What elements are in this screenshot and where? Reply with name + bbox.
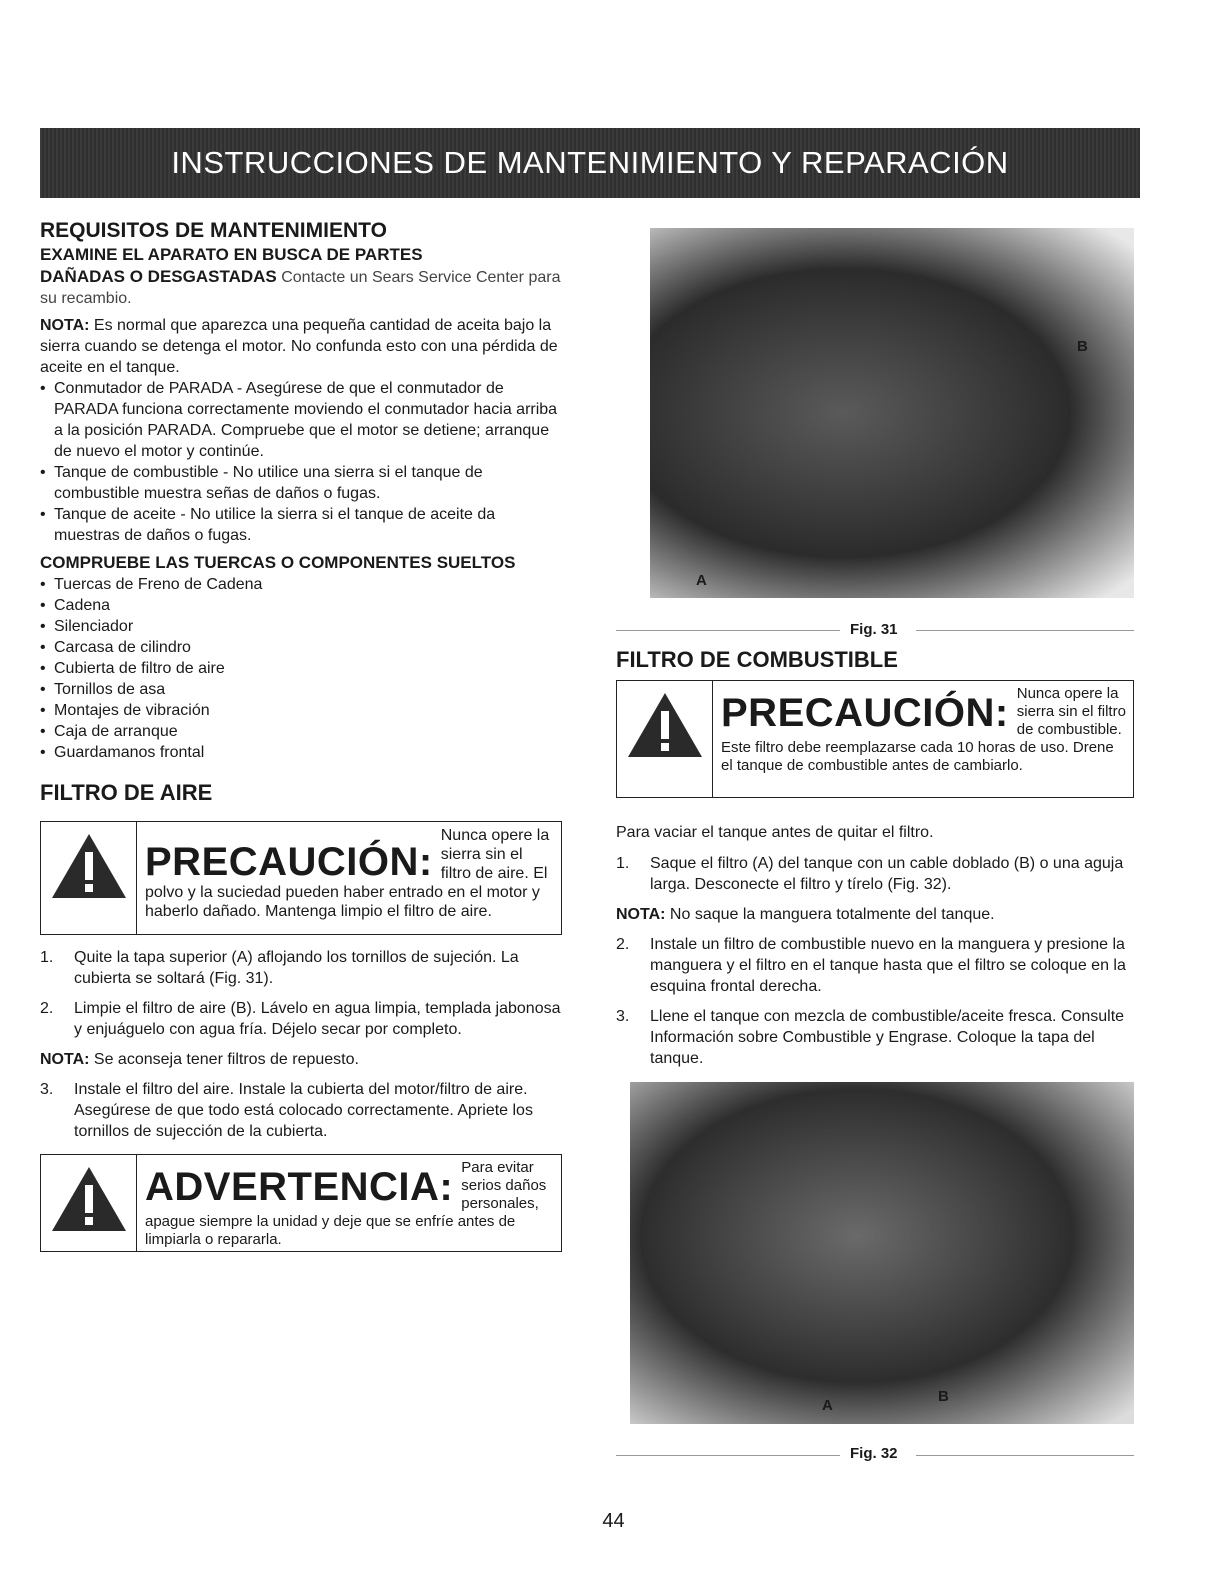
inspection-list (40, 378, 562, 546)
list-item (616, 934, 1134, 997)
fig31-label-b: B (1077, 338, 1088, 355)
list-item (616, 853, 1134, 895)
page-number: 44 (602, 1510, 625, 1532)
nota-label-3: NOTA: (616, 906, 666, 923)
list-item: • Cadena (40, 595, 562, 616)
step-text: Instale un filtro de combustible nuevo en la manguera y presione la manguera y el filtro en el tanque hasta que el filtro se coloque en la esquina frontal derecha. (650, 936, 1126, 995)
list-item: • Montajes de vibración (40, 700, 562, 721)
step-number: 1. (40, 949, 54, 966)
list-item (616, 1006, 1134, 1069)
step-number: 3. (40, 1081, 54, 1098)
examine-paragraph (40, 266, 562, 309)
fig32-label-a: A (822, 1397, 833, 1414)
fig31-caption: Fig. 31 (850, 621, 898, 638)
caution-icon-cell (617, 681, 713, 797)
examine-lead: DAÑADAS O DESGASTADAS (40, 267, 277, 286)
step-text: Quite la tapa superior (A) aflojando los tornillos de sujeción. La cubierta se soltará (Fig. 31). (74, 949, 519, 987)
step-text: Llene el tanque con mezcla de combustible/aceite fresca. Consulte Información sobre Combustible y Engrase. Coloque la tapa del tanque. (650, 1008, 1125, 1067)
fig31-rule-right (916, 630, 1134, 631)
nota-paragraph-2 (40, 1049, 562, 1070)
heading-filtro-combustible: FILTRO DE COMBUSTIBLE (616, 647, 898, 672)
step-number: 3. (616, 1008, 630, 1025)
fuel-filter-steps-2 (616, 934, 1134, 1069)
nota-label-2: NOTA: (40, 1051, 90, 1068)
list-item: • Guardamanos frontal (40, 742, 562, 763)
fig32-rule-left (616, 1455, 840, 1456)
fig32-rule-right (916, 1455, 1134, 1456)
fuel-filter-steps (616, 853, 1134, 895)
list-item: • Tanque de aceite - No utilice la sierra si el tanque de aceite da muestras de daños o fugas. (40, 504, 562, 546)
caution-title: PRECAUCIÓN: (145, 840, 433, 884)
warning-text: Para evitar serios daños personales, apague siempre la unidad y deje que se enfríe antes de limpiarla o repararla. (145, 1159, 547, 1248)
heading-filtro-aire: FILTRO DE AIRE (40, 780, 213, 805)
fig31-photo (650, 228, 1134, 598)
list-item: • Tornillos de asa (40, 679, 562, 700)
step-number: 2. (616, 936, 630, 953)
warning-text-cell (137, 1155, 561, 1251)
step-number: 1. (616, 855, 630, 872)
caution-text-cell (137, 822, 561, 934)
warning-icon-cell (41, 1155, 137, 1251)
step-number: 2. (40, 1000, 54, 1017)
step-text: Instale el filtro del aire. Instale la cubierta del motor/filtro de aire. Asegúrese de que todo está colocado correctamente. Apriete los tornillos de sujección de la cubierta. (74, 1081, 533, 1140)
fig31-rule-left (616, 630, 840, 631)
fig31-label-a: A (696, 572, 707, 589)
components-list (40, 574, 562, 763)
list-item (40, 998, 562, 1040)
list-item: • Tanque de combustible - No utilice una sierra si el tanque de combustible muestra señas de daños o fugas. (40, 462, 562, 504)
heading-compruebe: COMPRUEBE LAS TUERCAS O COMPONENTES SUELTOS (40, 553, 516, 572)
warning-box (40, 1154, 562, 1252)
examine-text: Contacte un Sears Service Center para su recambio. (40, 269, 561, 307)
warning-title: ADVERTENCIA: (145, 1165, 454, 1209)
fig32-caption: Fig. 32 (850, 1445, 898, 1462)
list-item (40, 1079, 562, 1142)
section-banner (40, 128, 1140, 198)
list-item: • Conmutador de PARADA - Asegúrese de que el conmutador de PARADA funciona correctamente moviendo el conmutador hacia arriba a la posición PARADA. Compruebe que el motor se detiene; arranque de nuevo el motor y continúe. (40, 378, 562, 462)
warning-triangle-icon (50, 1165, 128, 1233)
fig32-label-b: B (938, 1388, 949, 1405)
list-item: • Caja de arranque (40, 721, 562, 742)
nota-text-2: Se aconseja tener filtros de repuesto. (89, 1051, 359, 1068)
list-item: • Tuercas de Freno de Cadena (40, 574, 562, 595)
caution-box-fuel-filter (616, 680, 1134, 798)
air-filter-steps-2 (40, 1079, 562, 1142)
warning-triangle-icon (50, 832, 128, 900)
step-text: Saque el filtro (A) del tanque con un cable doblado (B) o una aguja larga. Desconecte el filtro y tírelo (Fig. 32). (650, 855, 1124, 893)
fig32-photo (630, 1082, 1134, 1424)
heading-examine: EXAMINE EL APARATO EN BUSCA DE PARTES (40, 245, 423, 264)
fuel-intro: Para vaciar el tanque antes de quitar el filtro. (616, 824, 934, 841)
air-filter-steps (40, 947, 562, 1040)
step-text: Limpie el filtro de aire (B). Lávelo en agua limpia, templada jabonosa y enjuáguelo con agua fría. Déjelo secar por completo. (74, 1000, 561, 1038)
caution-icon-cell (41, 822, 137, 934)
nota-paragraph-1 (40, 315, 562, 378)
caution-box-air-filter (40, 821, 562, 935)
list-item: • Silenciador (40, 616, 562, 637)
caution-text: Nunca opere la sierra sin el filtro de combustible. Este filtro debe reemplazarse cada 10 horas de uso. Drene el tanque de combustible antes de cambiarlo. (721, 685, 1126, 774)
nota-paragraph-3 (616, 904, 1134, 925)
nota-text-1: Es normal que aparezca una pequeña cantidad de aceita bajo la sierra cuando se detenga el motor. No confunda esto con una pérdida de aceite en el tanque. (40, 317, 558, 376)
section-title: INSTRUCCIONES DE MANTENIMIENTO Y REPARACIÓN (171, 145, 1009, 180)
nota-label-1: NOTA: (40, 317, 90, 334)
warning-triangle-icon (626, 691, 704, 759)
caution-text-cell (713, 681, 1133, 797)
heading-requisitos: REQUISITOS DE MANTENIMIENTO (40, 219, 387, 242)
list-item: • Carcasa de cilindro (40, 637, 562, 658)
caution-text: Nunca opere la sierra sin el filtro de aire. El polvo y la suciedad pueden haber entrado en el motor y haberlo dañado. Mantenga limpio el filtro de aire. (145, 827, 550, 920)
left-column (40, 218, 562, 1252)
list-item: • Cubierta de filtro de aire (40, 658, 562, 679)
list-item (40, 947, 562, 989)
nota-text-3: No saque la manguera totalmente del tanque. (665, 906, 995, 923)
caution-title: PRECAUCIÓN: (721, 691, 1009, 735)
right-column (616, 646, 1134, 1078)
